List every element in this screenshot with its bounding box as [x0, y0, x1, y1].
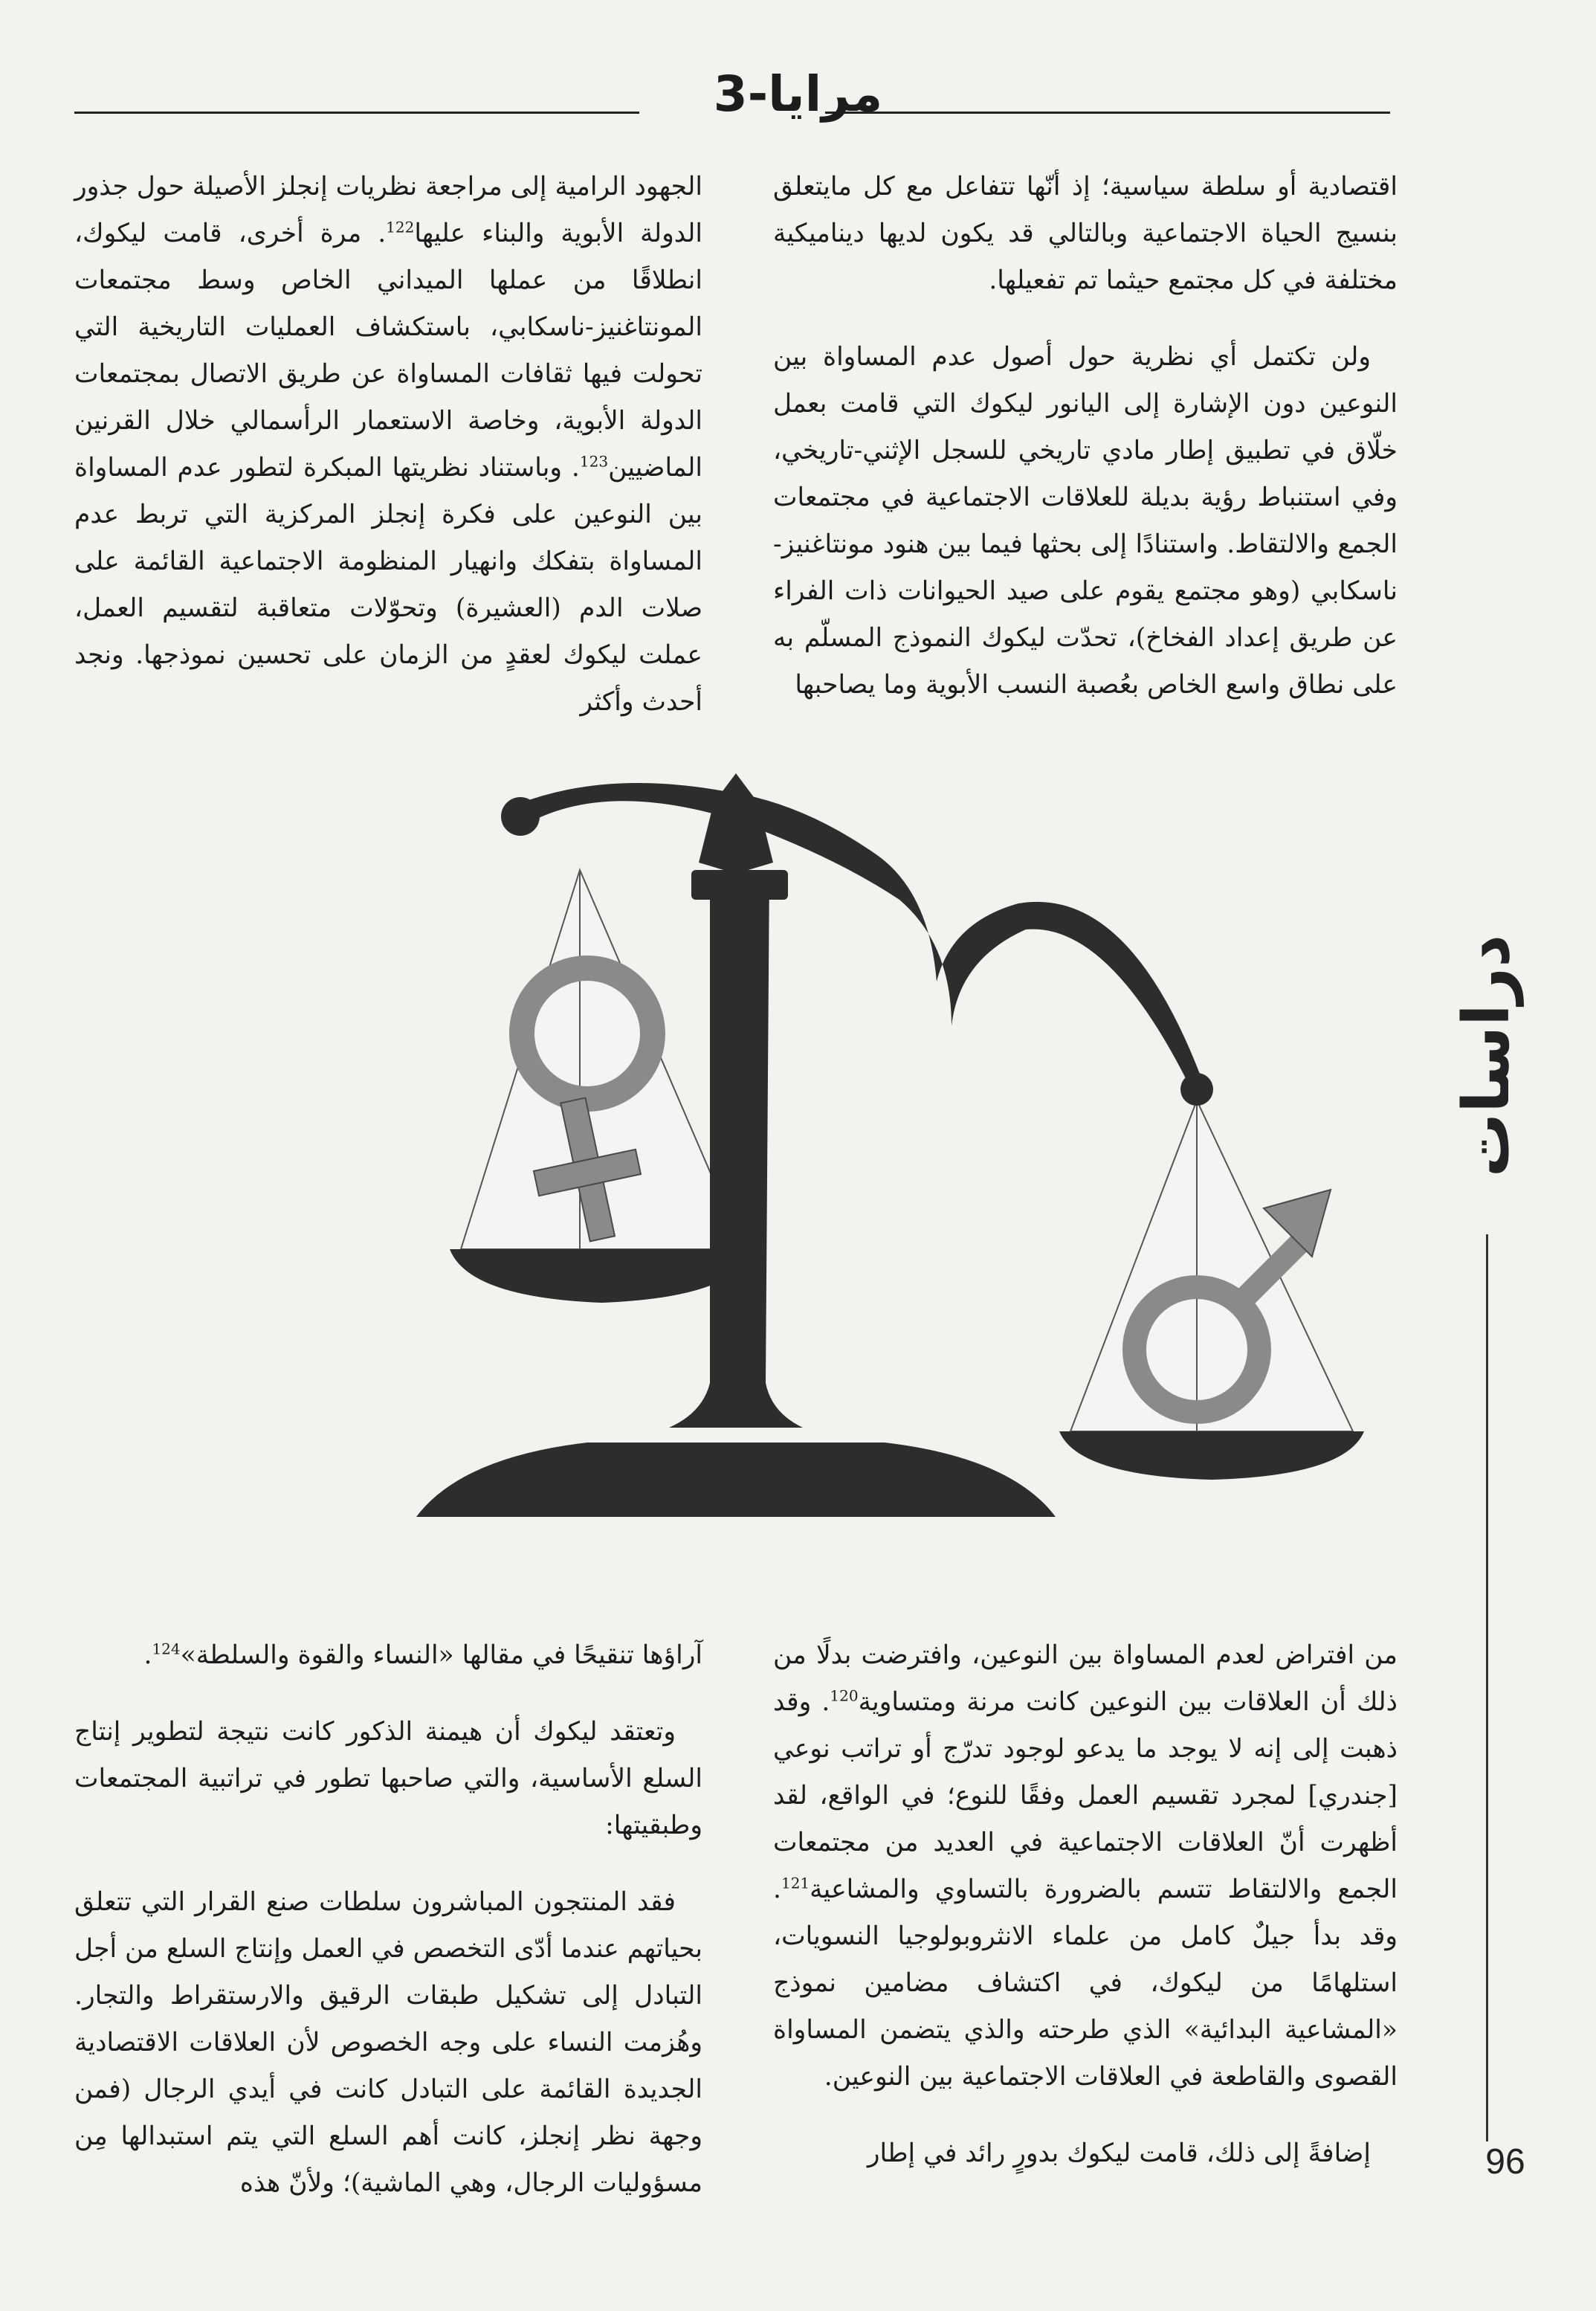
magazine-title: مرايا-3 [713, 65, 883, 123]
right-pan-strings [1070, 1100, 1353, 1431]
paragraph: إضافةً إلى ذلك، قامت ليكوك بدورٍ رائد في إطار [867, 2138, 1371, 2168]
text-run: الجهود الرامية إلى مراجعة نظريات إنجلز الأصيلة حول جذور الدولة الأبوية والبناء عليها [74, 172, 703, 248]
paragraph [773, 1632, 1398, 2101]
text-run: . وقد ذهبت إلى إنه لا يوجد ما يدعو لوجود تدرّج أو تراتب نوعي [جندري] لمجرد تقسيم العمل وفقًا للنوع؛ في الواقع، لقد أظهرت أنّ العلاقات الاجتماعية في العديد من مجتمعات الجمع والالتقاط تتسم بالضرورة بالتساوي والمشاعية [773, 1687, 1398, 1904]
side-rule [1486, 1234, 1488, 2141]
footnote-ref: 120 [830, 1686, 859, 1705]
scale-group [416, 773, 1364, 1517]
column-top-left [74, 164, 702, 726]
footnote-ref: 122 [386, 218, 415, 236]
section-label [1438, 885, 1535, 1227]
text-run: . وقد بدأ جيلٌ كامل من علماء الانثروبولوجيا النسويات، استلهامًا من ليكوك، في اكتشاف مضامين نموذج «المشاعية البدائية» الذي طرحته والذي يتضمن المساواة القصوى والقاطعة في العلاقات الاجتماعية بين النوعين. [773, 1875, 1398, 2092]
footnote-ref: 121 [781, 1874, 810, 1892]
scale-finial [699, 773, 773, 874]
paragraph [74, 164, 702, 726]
text-run: . مرة أخرى، قامت ليكوك، انطلاقًا من عملها الميداني الخاص وسط مجتمعات المونتاغنيز-ناسكابي، باستكشاف العمليات التاريخية التي تحولت فيها ثقافات المساواة عن طريق الاتصال بمجتمعات الدولة الأبوية، وخاصة الاستعمار الرأسمالي خلال القرنين الماضيين [74, 219, 702, 483]
paragraph [74, 1632, 702, 1679]
beam-left-knob [501, 797, 540, 836]
section-label-text: دراسات [1450, 934, 1524, 1178]
text-run: من افتراض لعدم المساواة بين النوعين، وافترضت بدلًا من ذلك أن العلاقات بين النوعين كانت مرنة ومتساوية [773, 1640, 1398, 1717]
column-bottom-left [74, 1632, 702, 2207]
paragraph: وتعتقد ليكوك أن هيمنة الذكور كانت نتيجة لتطوير إنتاج السلع الأساسية، والتي صاحبها تطور في تراتبية المجتمعات وطبقيتها: [74, 1717, 702, 1840]
footnote-ref: 123 [579, 452, 609, 471]
block-quote: فقد المنتجون المباشرون سلطات صنع القرار التي تتعلق بحياتهم عندما أدّى التخصص في العمل وإنتاج السلع من أجل التبادل إلى تشكيل طبقات الرقيق والارستقراط والتجار. وهُزمت النساء على وجه الخصوص لأن العلاقات الاقتصادية الجديدة القائمة على التبادل كانت في أيدي الرجال (فمن وجهة نظر إنجلز، كانت أهم السلع التي يتم استبدالها مِن مسؤوليات الرجال، وهي الماشية)؛ ولأنّ هذه [74, 1887, 703, 2198]
column-bottom-right [773, 1632, 1398, 2177]
paragraph: اقتصادية أو سلطة سياسية؛ إذ أنّها تتفاعل مع كل مايتعلق بنسيج الحياة الاجتماعية وبالتالي قد يكون لديها ديناميكية مختلفة في كل مجتمع حيثما تم تفعيلها. [773, 172, 1398, 295]
right-pan-bowl [1059, 1431, 1364, 1480]
paragraph: ولن تكتمل أي نظرية حول أصول عدم المساواة بين النوعين دون الإشارة إلى اليانور ليكوك التي قامت بعمل خلّاق في تطبيق إطار مادي تاريخي للسجل الإثني-تاريخي، وفي استنباط رؤية بديلة للعلاقات الاجتماعية في مجتمعات الجمع والالتقاط. واستنادًا إلى بحثها فيما بين هنود مونتاغنيز-ناسكابي (وهو مجتمع يقوم على صيد الحيوانات ذات الفراء عن طريق إعداد الفخاخ)، تحدّت ليكوك النموذج المسلّم به على نطاق واسع الخاص بعُصبة النسب الأبوية وما يصاحبها [773, 342, 1398, 700]
text-run: . [143, 1640, 152, 1670]
beam-right-knob [1180, 1073, 1213, 1106]
footnote-ref: 124 [152, 1640, 181, 1658]
text-run: آراؤها تنقيحًا في مقالها «النساء والقوة والسلطة» [180, 1640, 702, 1670]
text-run: . وباستناد نظريتها المبكرة لتطور عدم المساواة بين النوعين على فكرة إنجلز المركزية التي تربط عدم المساواة بتفكك وانهيار المنظومة الاجتماعية القائمة على صلات الدم (العشيرة) وتحوّلات متعاقبة لتقسيم العمل، عملت ليكوك لعقدٍ من الزمان على تحسين نموذجها. ونجد أحدث وأكثر [74, 453, 702, 717]
left-pan-bowl [450, 1249, 755, 1303]
scale-base [416, 1443, 1056, 1517]
column-top-right [773, 164, 1398, 709]
page-number: 96 [1485, 2142, 1525, 2182]
balance-scale-illustration [416, 773, 1457, 1539]
column-collar [691, 870, 788, 900]
